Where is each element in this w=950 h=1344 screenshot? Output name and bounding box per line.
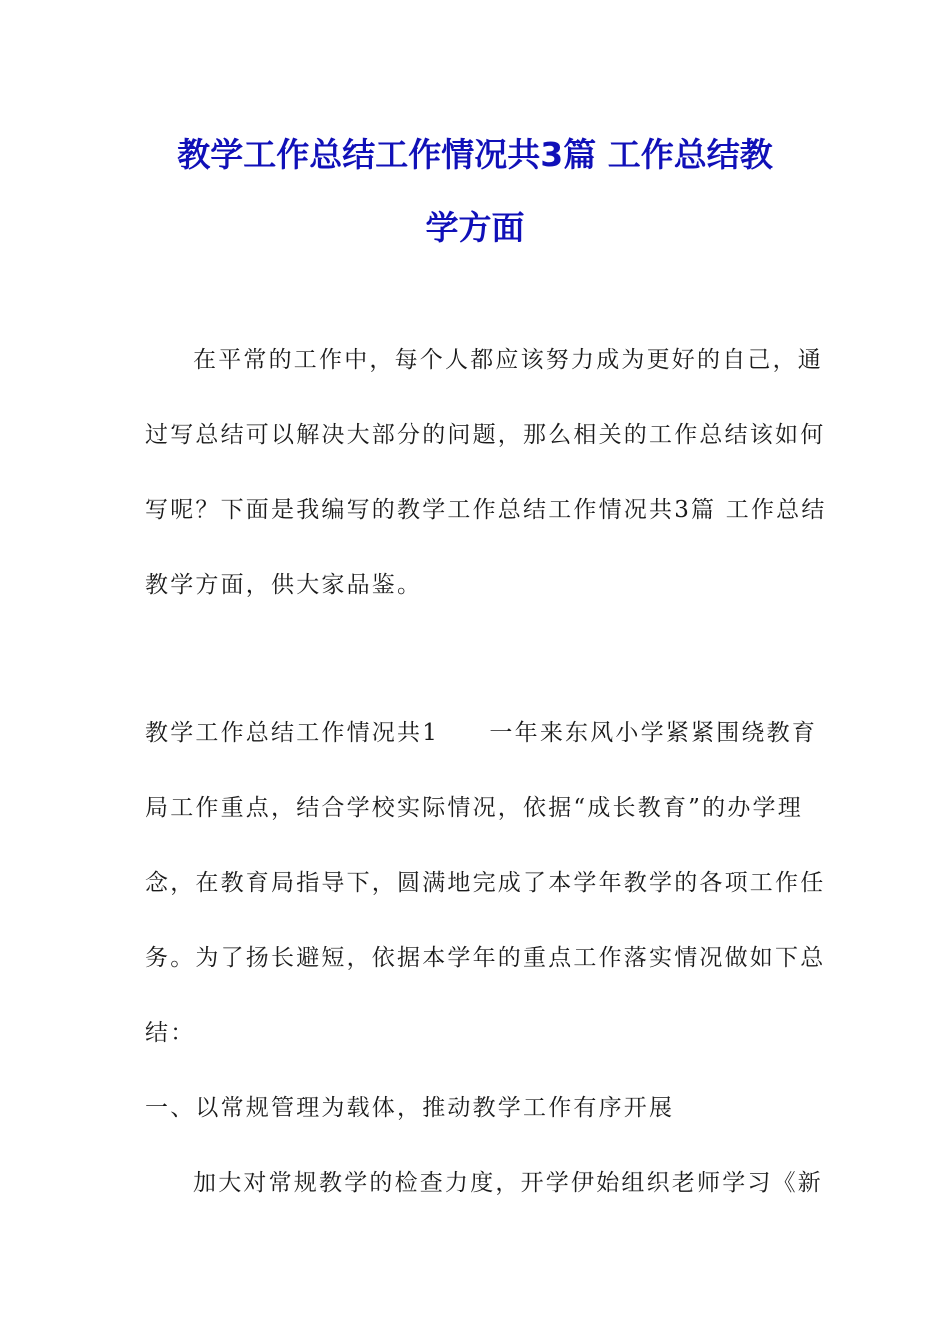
section1-line-4: 务。为了扬长避短，依据本学年的重点工作落实情况做如下总 [145,945,826,971]
section1-line-2: 局工作重点，结合学校实际情况，依据“成长教育”的办学理 [145,795,803,821]
section1-line-3: 念，在教育局指导下，圆满地完成了本学年教学的各项工作任 [145,870,826,896]
intro-line-4: 教学方面，供大家品鉴。 [145,572,423,598]
section1-line-5: 结： [145,1020,196,1046]
intro-line-1: 在平常的工作中，每个人都应该努力成为更好的自己，通 [193,347,823,373]
section1-line-1: 教学工作总结工作情况共1 一年来东风小学紧紧围绕教育 [145,720,818,746]
paragraph-start: 加大对常规教学的检查力度，开学伊始组织老师学习《新 [193,1170,823,1196]
intro-line-2: 过写总结可以解决大部分的问题，那么相关的工作总结该如何 [145,422,826,448]
heading-1: 一、以常规管理为载体，推动教学工作有序开展 [145,1095,675,1121]
document-title-line-2: 学方面 [425,208,525,247]
document-title-line-1: 教学工作总结工作情况共3篇 工作总结教 [177,135,773,174]
intro-line-3: 写呢？下面是我编写的教学工作总结工作情况共3篇 工作总结 [145,497,827,523]
